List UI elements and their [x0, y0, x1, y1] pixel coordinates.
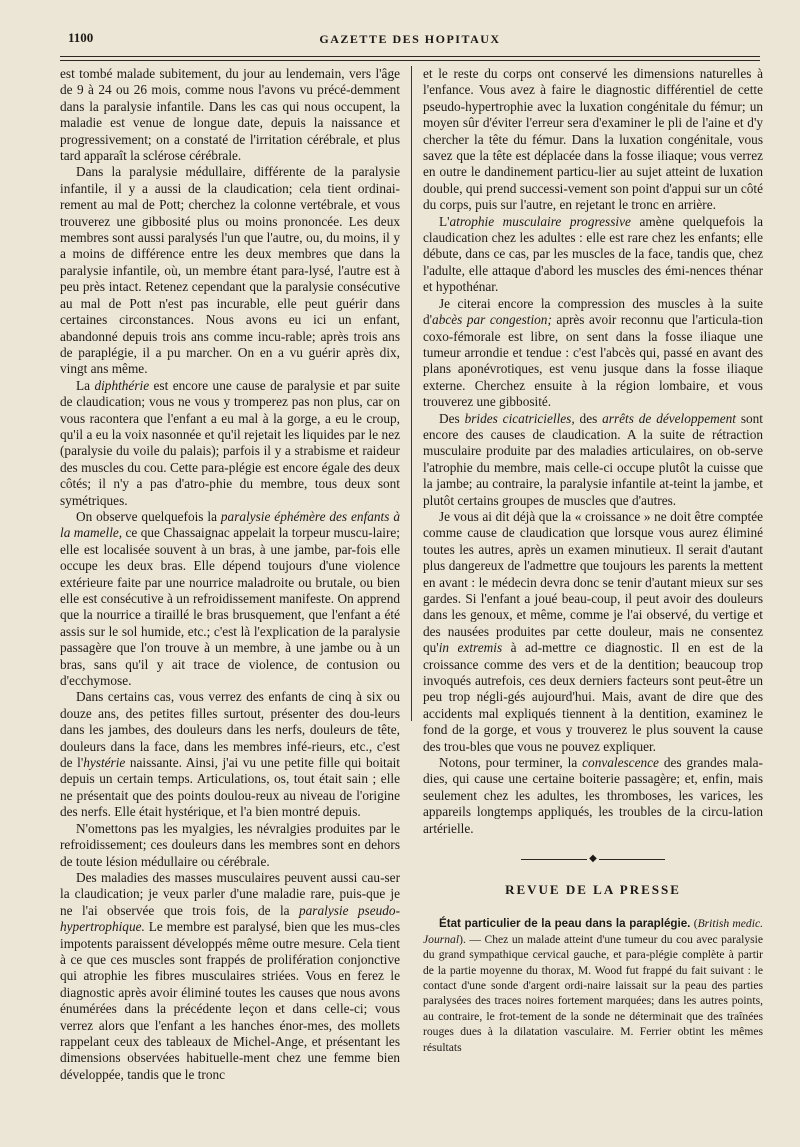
paragraph: Je vous ai dit déjà que la « croissance » ne doit être comptée comme cause de claudication que lorsque vous aurez éliminé toutes les autres, après un examen minutieux. Il serait d'autant plus dangereux de l'admettre que toujours les parents la mettent en avant : le médecin devra donc se tenir d'autant mieux sur ses gardes. Si l'enfant a joué beau-coup, il peut avoir des douleurs dans les genoux, et même, comme je l'ai observé, du vertige et des nausées produites par cette douleur, mais ne consentez qu'in extremis à ad-mettre ce diagnostic. Il en est de la croissance comme des vers et de la dentition; beaucoup trop invoqués autrefois, ces deux derniers facteurs sont peut-être un peu trop négli-gés aujourd'hui. Mais, avant de dire que des accidents mal expliqués tiennent à la dentition, examinez le fond de la gorge, et vous y trouverez le plus souvent la cause des trou-bles que vous ne pouvez expliquer.: [423, 508, 763, 754]
header-rule-top: [60, 56, 760, 57]
page-number: 1100: [68, 30, 94, 45]
section-ornament: ◆: [423, 851, 763, 868]
paragraph: Des brides cicatricielles, des arrêts de développement sont encore des causes de claudication. A la suite de rétraction musculaire produite par des maladies articulaires, on ob-serve l'atrophie du membre, mais celle-ci occupe plutôt la cuisse que la jambe; au contraire, la paralysie infantile at-teint la jambe, et plutôt certains groupes de muscles que d'autres.: [423, 410, 763, 508]
paragraph: est tombé malade subitement, du jour au lendemain, vers l'âge de 9 à 24 ou 26 mois, comme nous l'avons vu précé-demment dans la paralysie infantile. Dans les cas qui nous occupent, la maladie est venue de longue date, depuis la naissance et progressivement; on a constaté de l'irritation cérébrale, et plus tard apparaît la sclérose cérébrale.: [60, 66, 400, 164]
press-article-heading: État particulier de la peau dans la paraplégie.: [439, 917, 691, 931]
running-title: GAZETTE DES HOPITAUX: [319, 32, 501, 46]
press-article-source: British medic. Journal: [423, 917, 763, 946]
left-column: [60, 66, 400, 1083]
paragraph: La diphthérie est encore une cause de paralysie et par suite de claudication; vous ne vous y tromperez pas non plus, car on vous racontera que l'enfant a eu mal à la gorge, a eu le croup, qu'il a eu la voix nasonnée et qu'il rejetait les liquides par le nez (paralysie du voile du palais); parfois il y a strabisme et raideur des muscles du cou. Cette para-plégie est encore égale des deux côtés; il n'y a pas d'atro-phie du membre, tous deux sont symétriques.: [60, 377, 401, 508]
paragraph: L'atrophie musculaire progressive amène quelquefois la claudication chez les adultes : elle est rare chez les enfants; elle débute, dans ce cas, par les muscles de la face, tandis que, chez l'adulte, elle attaque d'abord les muscles des émi-nences thénar et hypothénar.: [423, 213, 763, 295]
paragraph: N'omettons pas les myalgies, les névralgies produites par le refroidissement; ces douleurs dans les membres sont en dehors de toute lésion médullaire ou cérébrale.: [60, 820, 400, 869]
paragraph: Des maladies des masses musculaires peuvent aussi cau-ser la claudication; je veux parler d'une maladie rare, puis-que je ne l'ai observée que trois fois, de la paralysie pseudo-hypertrophique. Le membre est paralysé, bien que les mus-cles impotents paraissent développés même outre mesure. Cela tient à ce que ces muscles sont frappés de prolifération conjonctive qui atrophie les fibres musculaires striées. Vous en ferez le diagnostic après avoir éliminé toutes les causes que nous avons énumérées dans la précédente leçon et dans celle-ci; vous verrez alors que l'enfant a les hanches énor-mes, des mollets rappelant ceux des tableaux de Michel-Ange, et présentant les dimensions observées habituelle-ment chez une femme bien développée, tandis que le tronc: [60, 869, 400, 1082]
column-divider: [411, 66, 412, 721]
page-header: [60, 30, 760, 50]
paragraph: Dans la paralysie médullaire, différente de la paralysie infantile, il y a aussi de la claudication; cela tient ordinai-rement au mal de Pott; cherchez la colonne vertébrale, et vous trouverez une gibbosité plus ou moins prononcée. Les deux membres sont aussi paralysés l'un que l'autre, ou, du moins, il y a moins de différence entre les deux membres que dans la paralysie infantile, où, un membre étant para-lysé, l'autre est à peu près intact. Retenez cependant que la paralysie consécutive au mal de Pott n'est pas incurable, elle peut guérir dans certaines circonstances. Nous avons eu ici un enfant, abandonné depuis trois ans comme incu-rable; après trois ans de paraplégie, il a pu marcher. On en a vu guérir après dix, vingt ans même.: [60, 164, 400, 377]
paragraph: Notons, pour terminer, la convalescence des grandes mala-dies, qui cause une certaine boiterie passagère; et, enfin, mais seulement chez les adultes, les thromboses, les varices, les appareils longtemps appliqués, les troubles de la circu-lation artérielle.: [423, 755, 763, 836]
paragraph: Dans certains cas, vous verrez des enfants de cinq à six ou douze ans, des petites filles surtout, présenter des dou-leurs dans les jambes, des douleurs dans les nerfs, douleurs de tête, douleurs dans la face, dans les membres infé-rieurs, etc., c'est de l'hystérie naissante. Ainsi, j'ai vu une petite fille qui boitait depuis un certain temps. Articulations, os, tout était sain ; elle ne présentait que des points doulou-reux au niveau de l'origine des nerfs. Elle était hystérique, et l'a bien montré depuis.: [60, 689, 401, 820]
paragraph: Je citerai encore la compression des muscles à la suite d'abcès par congestion; après avoir reconnu que l'articula-tion coxo-fémorale est libre, on sent dans la fosse iliaque une tumeur arrondie et tendue : c'est l'abcès qui, passé en avant des plans aponévrotiques, est venu jusque dans la fosse iliaque externe. Cherchez ensuite à la région lombaire, et vous trouverez une gibbosité.: [423, 295, 763, 410]
section-title: REVUE DE LA PRESSE: [505, 882, 681, 897]
header-rule-bottom: [60, 60, 760, 61]
paragraph: On observe quelquefois la paralysie éphémère des enfants à la mamelle, ce que Chassaignac appelait la torpeur muscu-laire; elle est localisée souvent à un bras, à une jambe, par-fois elle occupe les deux bras. Elle dépend toujours d'une violence extérieure faite par une nourrice maladroite ou brutale, ou bien elle est consécutive à un refroidissement manifeste. On apprend que la nourrice a tiraillé le bras brusquement, que l'enfant a été assis sur le sol humide, etc.; c'est là l'explication de la paralysie passagère que l'on trouve à un membre, à une jambe ou à un bras, sans qu'il y ait trace de violence, de contusion ou d'ecchymose.: [60, 508, 400, 689]
press-article: État particulier de la peau dans la paraplégie. (British medic. Journal). — Chez un malade atteint d'une tumeur du cou avec paralysie du grand sympathique cervical gauche, et para-plégie complète à partir de la partie moyenne du thorax, M. Wood fut frappé du fait suivant : le contact d'une sonde d'argent ordi-naire laissait sur la peau des parties paralysées des traces noires fortement marquées; dans les autres points, au contraire, le frot-tement de la sonde ne déterminait que des traînées rouges dues à la dilatation vasculaire. M. Ferrier obtint les mêmes résultats: [423, 917, 764, 1054]
paragraph: et le reste du corps ont conservé les dimensions naturelles à l'enfance. Vous avez à faire le diagnostic différentiel de cette pseudo-hypertrophie avec la luxation congénitale du fémur; un moyen sûr d'éviter l'erreur sera d'examiner le pli de l'aine et d'y chercher la tête du fémur. Dans la luxation congénitale, vous savez que la tête est déplacée dans la fosse iliaque; vous verrez en outre le dandinement particu-lier au sujet atteint de luxation double, qui prend successi-vement son point d'appui sur un côté du corps, puis sur l'autre, en rejetant le tronc en arrière.: [423, 66, 763, 213]
right-column: [423, 66, 763, 1055]
